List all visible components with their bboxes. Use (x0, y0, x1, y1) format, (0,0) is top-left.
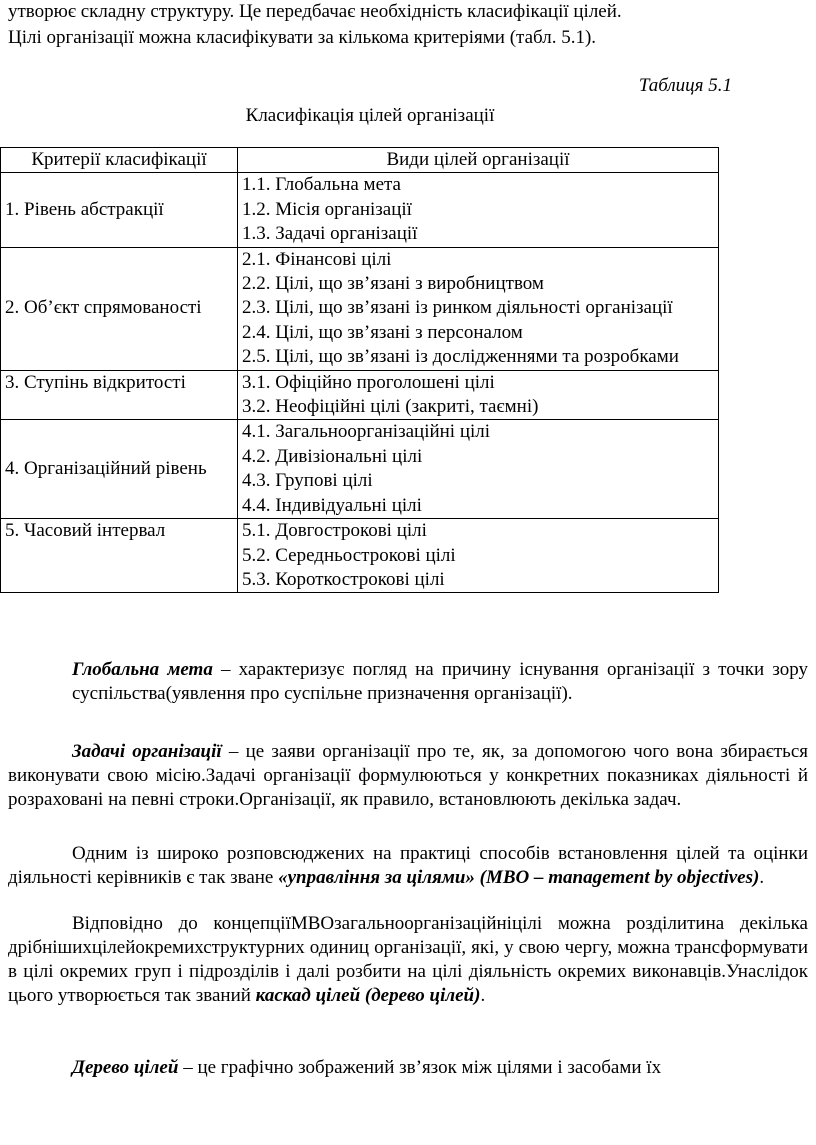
kind-item: 2.1. Фінансові цілі (242, 248, 392, 270)
paragraph-concept (8, 912, 808, 1008)
kind-item: 1.1. Глобальна мета (242, 174, 401, 196)
tree-term: Дерево цілей (72, 1057, 179, 1078)
kinds-cell (238, 420, 719, 519)
table-row (1, 420, 719, 519)
paragraph-tasks (8, 740, 808, 812)
table-title: Класифікація цілей організації (245, 105, 495, 126)
criterion-cell: 3. Ступінь відкритості (1, 370, 238, 420)
paragraph-mbo (8, 842, 808, 890)
criterion-cell: 2. Об’єкт спрямованості (1, 247, 238, 370)
table-caption: Таблиця 5.1 (638, 75, 732, 96)
tasks-term: Задачі організації (72, 741, 222, 762)
kind-item: 1.3. Задачі організації (242, 223, 418, 245)
kind-item: 3.2. Неофіційні цілі (закриті, таємні) (242, 396, 539, 418)
kind-item: 2.3. Цілі, що зв’язані із ринком діяльності організації (242, 297, 673, 319)
tree-text: – це графічно зображений зв’язок між цілями і засобами їх (178, 1057, 662, 1078)
intro-line-1: утворює складну структуру. Це передбачає необхідність класифікації цілей. (8, 1, 622, 22)
kind-item: 3.1. Офіційно проголошені цілі (242, 371, 495, 393)
table-row (1, 370, 719, 420)
criterion-cell: 4. Організаційний рівень (1, 420, 238, 519)
table-row (1, 173, 719, 247)
mbo-end: . (759, 867, 765, 888)
table-header-row (1, 148, 719, 173)
kind-item: 5.2. Середньострокові цілі (242, 544, 456, 566)
kind-item: 5.3. Короткострокові цілі (242, 568, 445, 590)
kind-item: 2.2. Цілі, що зв’язані з виробництвом (242, 273, 544, 295)
concept-text: Відповідно до концепціїMBOзагальноорганізаційніцілі можна розділитина декілька дрібнішихцілейокремихструктурних одиниц організації, які, у свою чергу, можна трансформувати в цілі окремих груп і підрозділів і далі розбити на цілі діяльність окремих виконавців.Унаслідок цього утворюється так званий (8, 913, 808, 1006)
mbo-text: Одним із широко розповсюджених на практиці способів встановлення цілей та оцінки діяльності керівників є так зване (8, 843, 808, 888)
kind-item: 1.2. Місія організації (242, 198, 412, 220)
cascade-term: каскад цілей (дерево цілей) (255, 985, 481, 1006)
concept-end: . (480, 985, 486, 1006)
kind-item: 4.2. Дивізіональні цілі (242, 445, 423, 467)
kind-item: 2.4. Цілі, що зв’язані з персоналом (242, 321, 523, 343)
table-row (1, 247, 719, 370)
kind-item: 4.3. Групові цілі (242, 470, 373, 492)
table-row (1, 519, 719, 593)
criterion-cell: 5. Часовий інтервал (1, 519, 238, 593)
paragraph-tree (8, 1056, 808, 1080)
global-goal-term: Глобальна мета (72, 659, 213, 680)
kind-item: 5.1. Довгострокові цілі (242, 520, 427, 542)
kinds-cell (238, 519, 719, 593)
header-kinds: Види цілей організації (238, 148, 719, 173)
kinds-cell (238, 247, 719, 370)
kind-item: 4.1. Загальноорганізаційні цілі (242, 421, 491, 443)
kinds-cell (238, 370, 719, 420)
classification-table (0, 147, 719, 593)
kind-item: 4.4. Індивідуальні цілі (242, 494, 422, 516)
intro-line-2: Цілі організації можна класифікувати за кількома критеріями (табл. 5.1). (8, 27, 597, 48)
global-goal-text: – характеризує погляд на причину існування організації з точки зору суспільства(уявлення про суспільне призначення організації). (72, 659, 808, 704)
criterion-cell: 1. Рівень абстракції (1, 173, 238, 247)
kinds-cell (238, 173, 719, 247)
paragraph-global-goal (8, 658, 808, 706)
kind-item: 2.5. Цілі, що зв’язані із дослідженнями та розробками (242, 346, 679, 368)
mbo-term: «управління за цілями» (MBO – management by objectives) (278, 867, 760, 888)
tasks-text: – це заяви організації про те, як, за допомогою чого вона збирається виконувати свою місію.Задачі організації формулюються у конкретних показниках діяльності й розраховані на певні строки.Організації, як правило, встановлюють декілька задач. (8, 741, 808, 810)
header-criteria: Критерії класифікації (1, 148, 238, 173)
